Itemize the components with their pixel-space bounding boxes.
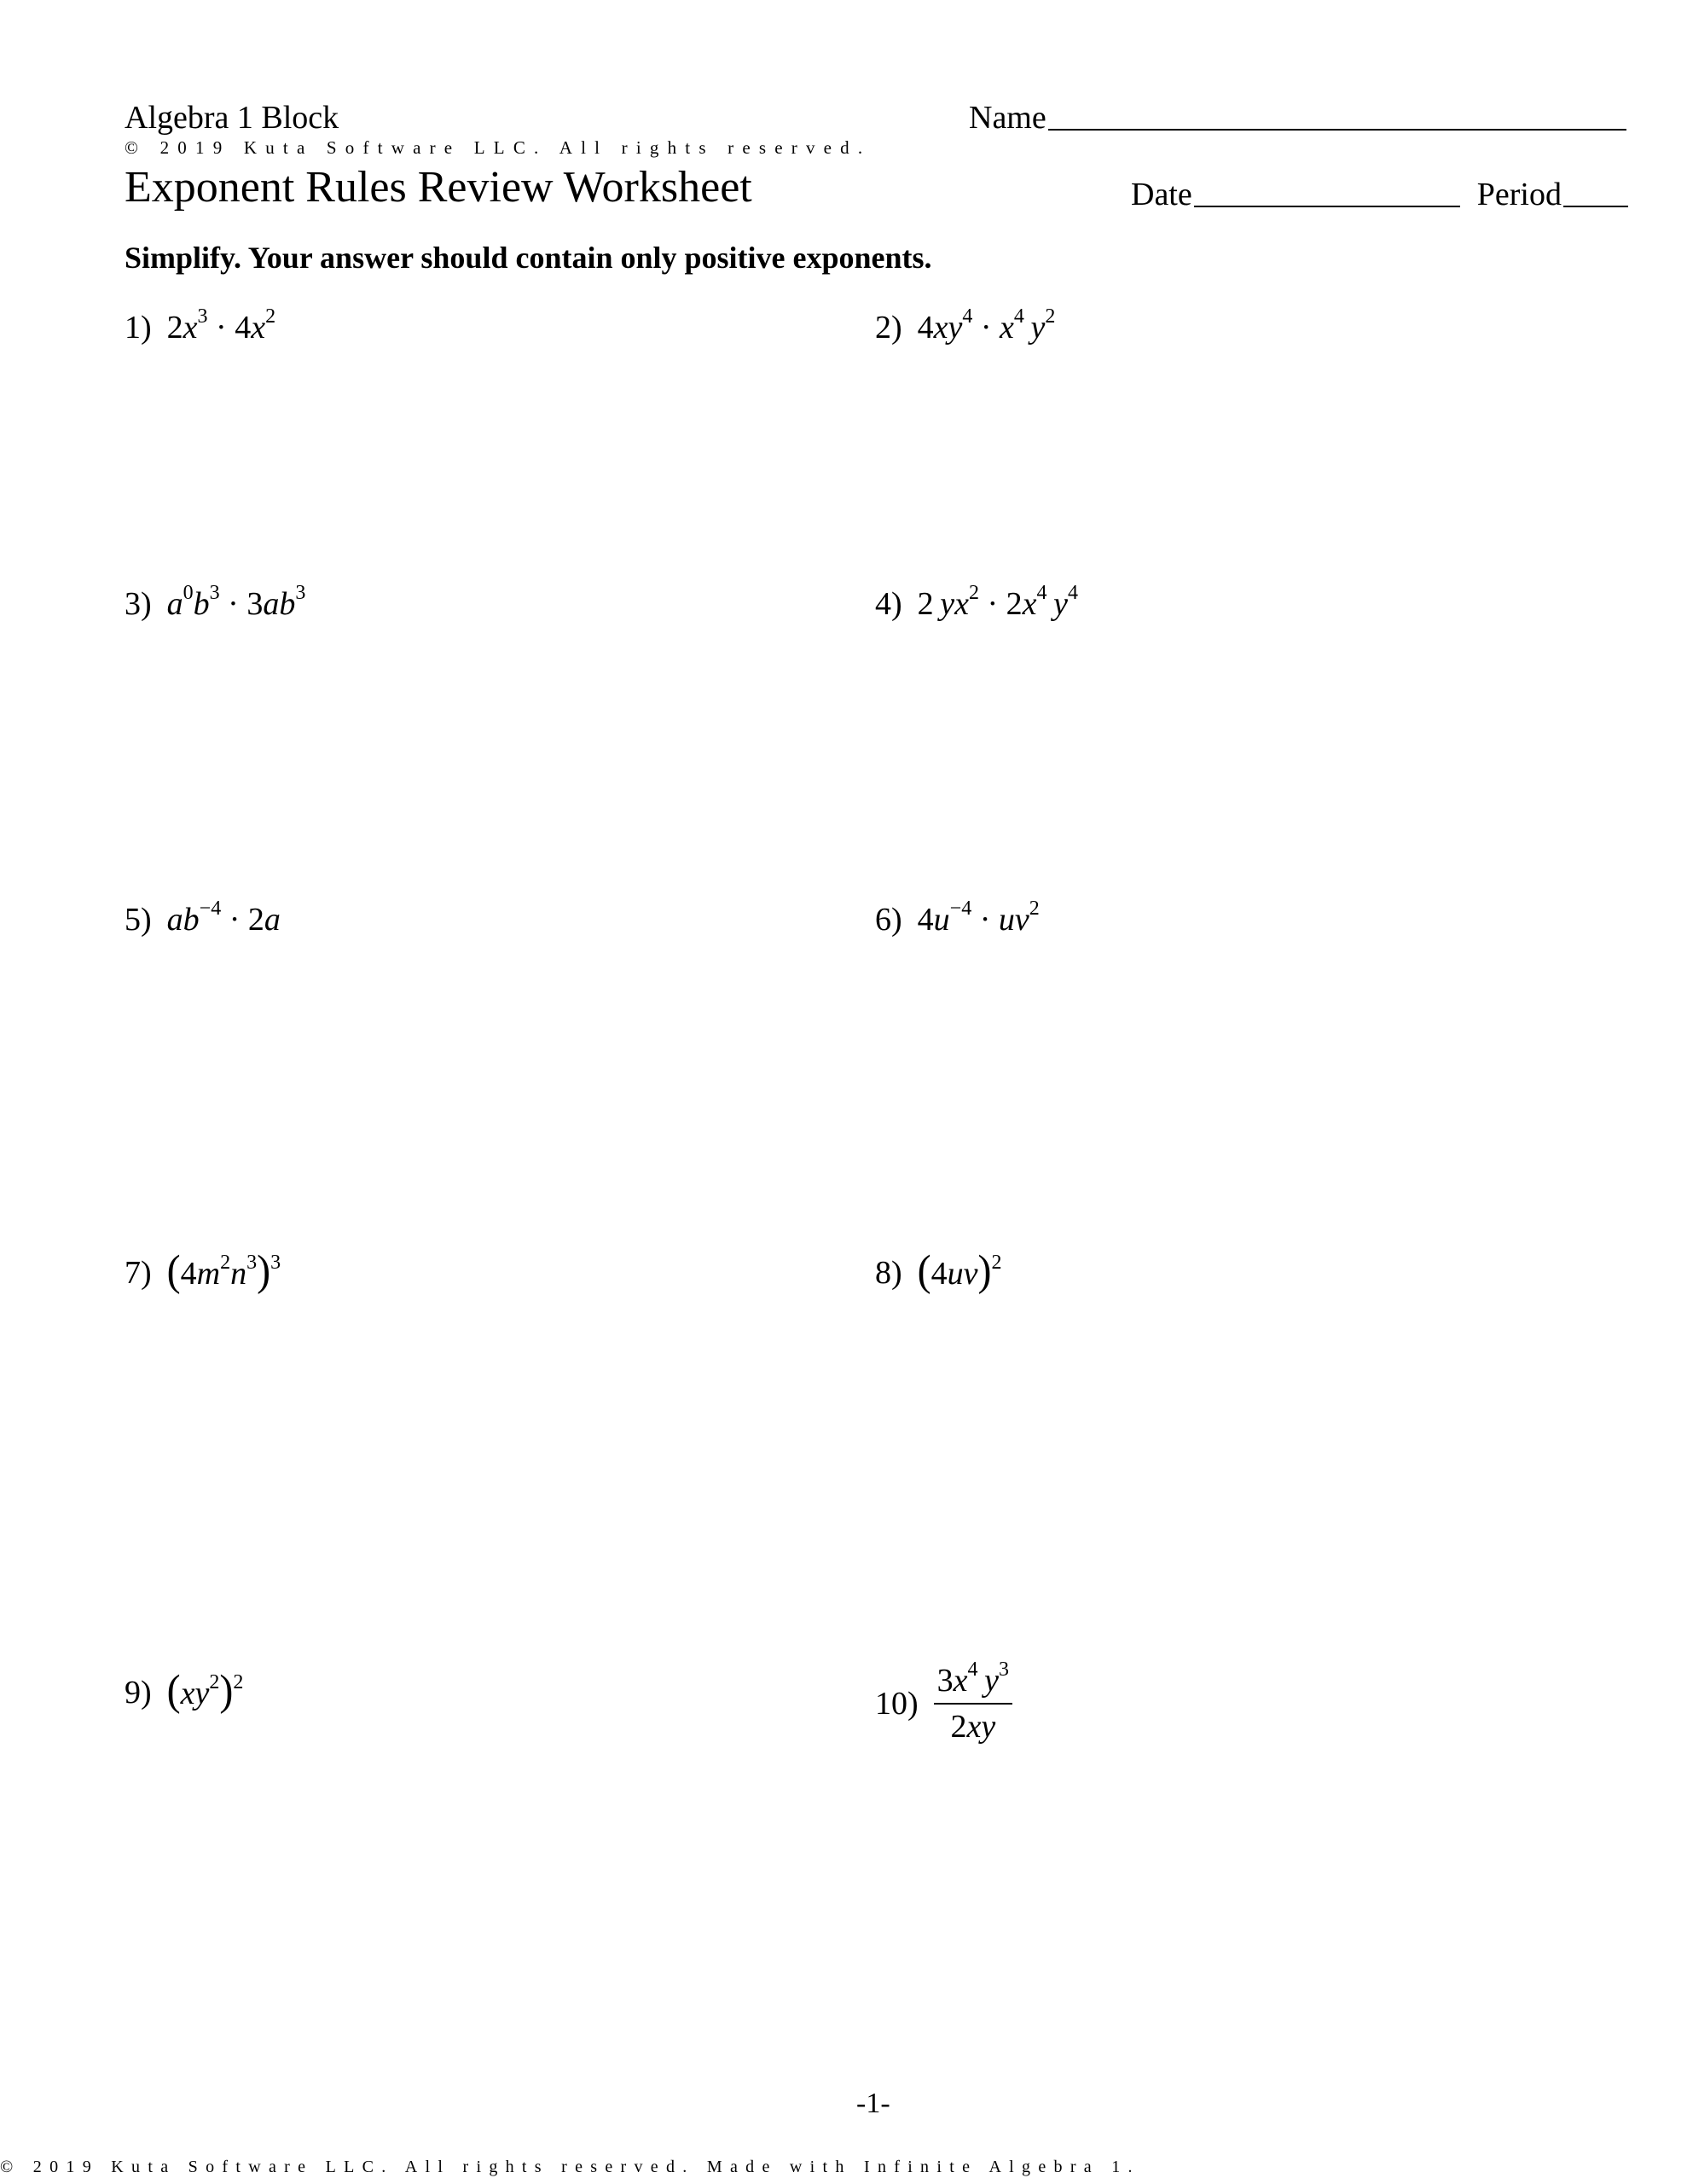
variable: y	[984, 1663, 1000, 1699]
problem-number: 6)	[875, 902, 902, 938]
exponent: 4	[1013, 305, 1024, 328]
exponent: 2	[1045, 305, 1056, 328]
coefficient: 3	[246, 586, 264, 622]
problem-number: 4)	[875, 586, 902, 622]
variable: uv	[998, 902, 1029, 938]
exponent: 2	[220, 1252, 231, 1275]
problem-expression	[167, 899, 281, 940]
problem-expression	[918, 584, 1078, 624]
exponent: 4	[1036, 582, 1047, 605]
variable: xy	[180, 1676, 210, 1711]
instructions: Simplify. Your answer should contain only positive exponents.	[125, 241, 932, 275]
problem-number: 9)	[125, 1674, 152, 1711]
problem-3	[125, 584, 305, 624]
variable: xy	[933, 310, 963, 346]
exponent: 0	[183, 582, 194, 605]
problem-1	[125, 307, 275, 348]
multiply-dot: ·	[980, 310, 992, 346]
date-period-field	[1131, 174, 1628, 215]
multiply-dot: ·	[216, 310, 227, 346]
problem-expression	[167, 584, 306, 624]
variable: a	[166, 586, 183, 622]
exponent: 2	[233, 1671, 244, 1694]
variable: x	[183, 310, 198, 346]
close-paren: )	[257, 1246, 271, 1295]
exponent: −4	[949, 897, 972, 921]
variable: yx	[940, 586, 969, 622]
exponent: 4	[967, 1658, 978, 1682]
coefficient: 4	[180, 1256, 197, 1292]
coefficient: 2	[1006, 586, 1023, 622]
problem-number: 1)	[125, 310, 152, 346]
variable: m	[196, 1256, 221, 1292]
open-paren: (	[166, 1246, 181, 1295]
exponent: 2	[265, 305, 276, 328]
coefficient: 4	[930, 1256, 948, 1292]
exponent: 3	[295, 582, 306, 605]
exponent: 3	[270, 1252, 281, 1275]
variable: x	[1022, 586, 1037, 622]
exponent: 2	[1029, 897, 1040, 921]
exponent: 3	[246, 1252, 258, 1275]
exponent: −4	[199, 897, 222, 921]
variable: y	[1030, 310, 1046, 346]
class-name: Algebra 1 Block	[125, 100, 339, 136]
page-number: -1-	[856, 2088, 890, 2119]
variable: ab	[166, 902, 200, 938]
open-paren: (	[917, 1246, 931, 1295]
open-paren: (	[166, 1666, 181, 1715]
period-blank[interactable]	[1563, 175, 1628, 207]
variable: y	[1053, 586, 1069, 622]
variable: uv	[947, 1256, 978, 1292]
coefficient: 4	[917, 310, 934, 346]
variable: x	[251, 310, 266, 346]
problem-expression	[917, 1246, 1002, 1295]
date-label: Date	[1131, 177, 1192, 212]
problem-expression	[166, 1246, 281, 1295]
exponent: 3	[197, 305, 208, 328]
problem-8	[875, 1246, 1002, 1295]
problem-number: 8)	[875, 1254, 902, 1291]
problem-number: 10)	[875, 1686, 919, 1722]
multiply-dot: ·	[987, 586, 999, 622]
numerator	[934, 1658, 1012, 1705]
close-paren: )	[977, 1246, 992, 1295]
exponent: 3	[209, 582, 220, 605]
coefficient: 2	[247, 902, 264, 938]
multiply-dot: ·	[979, 902, 991, 938]
coefficient: 2	[917, 586, 934, 622]
problem-expression	[167, 307, 275, 348]
variable: x	[1000, 310, 1014, 346]
coefficient: 2	[166, 310, 183, 346]
problem-4	[875, 584, 1078, 624]
problem-9	[125, 1666, 244, 1715]
problem-6	[875, 899, 1040, 940]
problem-number: 5)	[125, 902, 152, 938]
variable: x	[953, 1663, 968, 1699]
problem-7	[125, 1246, 281, 1295]
period-label: Period	[1476, 177, 1562, 212]
exponent: 2	[209, 1671, 220, 1694]
exponent: 4	[1068, 582, 1079, 605]
worksheet-title: Exponent Rules Review Worksheet	[125, 163, 752, 212]
coefficient: 2	[950, 1709, 967, 1745]
name-field	[969, 97, 1626, 138]
fraction	[934, 1658, 1012, 1745]
name-label: Name	[969, 100, 1046, 136]
variable: xy	[966, 1709, 996, 1745]
denominator	[950, 1705, 995, 1745]
exponent: 4	[962, 305, 973, 328]
variable: n	[230, 1256, 247, 1292]
variable: b	[193, 586, 210, 622]
copyright-notice: © 2019 Kuta Software LLC. All rights reserved.	[125, 137, 872, 158]
exponent: 2	[991, 1252, 1002, 1275]
date-blank[interactable]	[1194, 175, 1460, 207]
close-paren: )	[219, 1666, 234, 1715]
exponent: 2	[969, 582, 979, 605]
coefficient: 4	[917, 902, 934, 938]
problem-2	[875, 307, 1055, 348]
variable: ab	[263, 586, 296, 622]
problem-10	[875, 1658, 1012, 1745]
problem-number: 2)	[875, 310, 902, 346]
problem-number: 7)	[125, 1254, 152, 1291]
problem-expression	[918, 899, 1040, 940]
multiply-dot: ·	[229, 902, 241, 938]
problem-expression	[166, 1666, 244, 1715]
exponent: 3	[999, 1658, 1010, 1682]
problem-5	[125, 899, 281, 940]
problem-expression	[918, 307, 1056, 348]
problem-number: 3)	[125, 586, 152, 622]
coefficient: 3	[936, 1663, 954, 1699]
name-blank[interactable]	[1048, 98, 1626, 131]
coefficient: 4	[235, 310, 252, 346]
multiply-dot: ·	[228, 586, 239, 622]
variable: a	[264, 902, 281, 938]
variable: u	[933, 902, 950, 938]
footer-copyright: © 2019 Kuta Software LLC. All rights reserved. Made with Infinite Algebra 1.	[0, 2158, 1140, 2176]
